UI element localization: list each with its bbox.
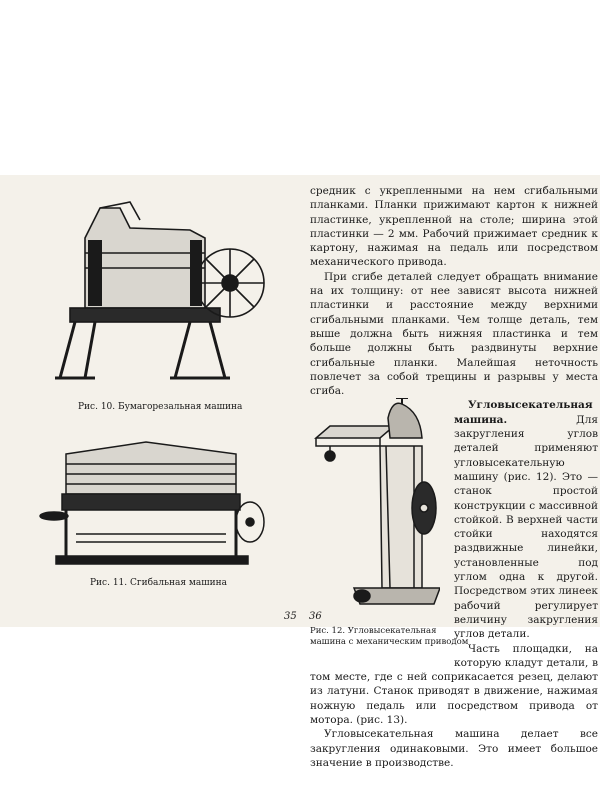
figure-12-caption-line-2: машина с механическим приводом [310,636,469,647]
paragraph-1: средник с укрепленными на нем сгибальными планками. Планки прижимают картон к нижней пластинке, укрепленной на столе; ширина этой пластинки — 2 мм. Рабочий прижимает средник к картону, нажимая на педаль или посредством механического привода. [310,185,598,269]
paragraph-5: Угловысекательная машина делает все закругления одинаковыми. Это имеет большое значение в производстве. [310,728,598,769]
figure-10-paper-cutter-illustration [40,198,270,388]
figure-12-caption-line-1: Рис. 12. Угловысекательная [310,626,437,637]
figure-12-container [310,398,469,658]
figure-12-wrap [310,398,598,727]
right-page-text [310,184,598,770]
page-number-left: 35 [284,611,297,622]
paragraph-4: Часть площадки, на которую кладут детали, в том месте, где с ней соприкасается резец, делают из латуни. Станок приводят в движение, нажимая ножную педаль или посредством привода от мотора. (рис. 13). [310,642,598,726]
page-number-right: 36 [309,611,322,622]
paragraph-2: При сгибе деталей следует обращать внимание на их толщину: от нее зависят высота нижней пластинки и расстояние между верхними сгибальными планками. Чем толще деталь, тем выше должна быть нижняя пластинка и тем больше должны быть раздвинуты верхние сгибальные планки. Малейшая неточность повлечет за собой трещины и разрывы у места сгиба. [310,270,598,398]
figure-12-corner-rounding-machine-illustration [310,398,440,612]
figure-11-caption: Рис. 11. Сгибальная машина [90,578,227,588]
figure-11-folding-machine-illustration [36,434,268,572]
figure-10-caption: Рис. 10. Бумагорезальная машина [78,402,243,412]
section-heading: Угловысекательная машина. [454,399,593,426]
paragraph-3: Для закругления углов деталей применяют угловысекательную машину (рис. 12). Это — станок простой конструкции с массивной стойкой. В верхней части стойки находятся раздвижные линейки, установленные под углом одна к другой. Посредством этих линеек рабочий регулирует величину закругления углов детали. [454,413,598,641]
